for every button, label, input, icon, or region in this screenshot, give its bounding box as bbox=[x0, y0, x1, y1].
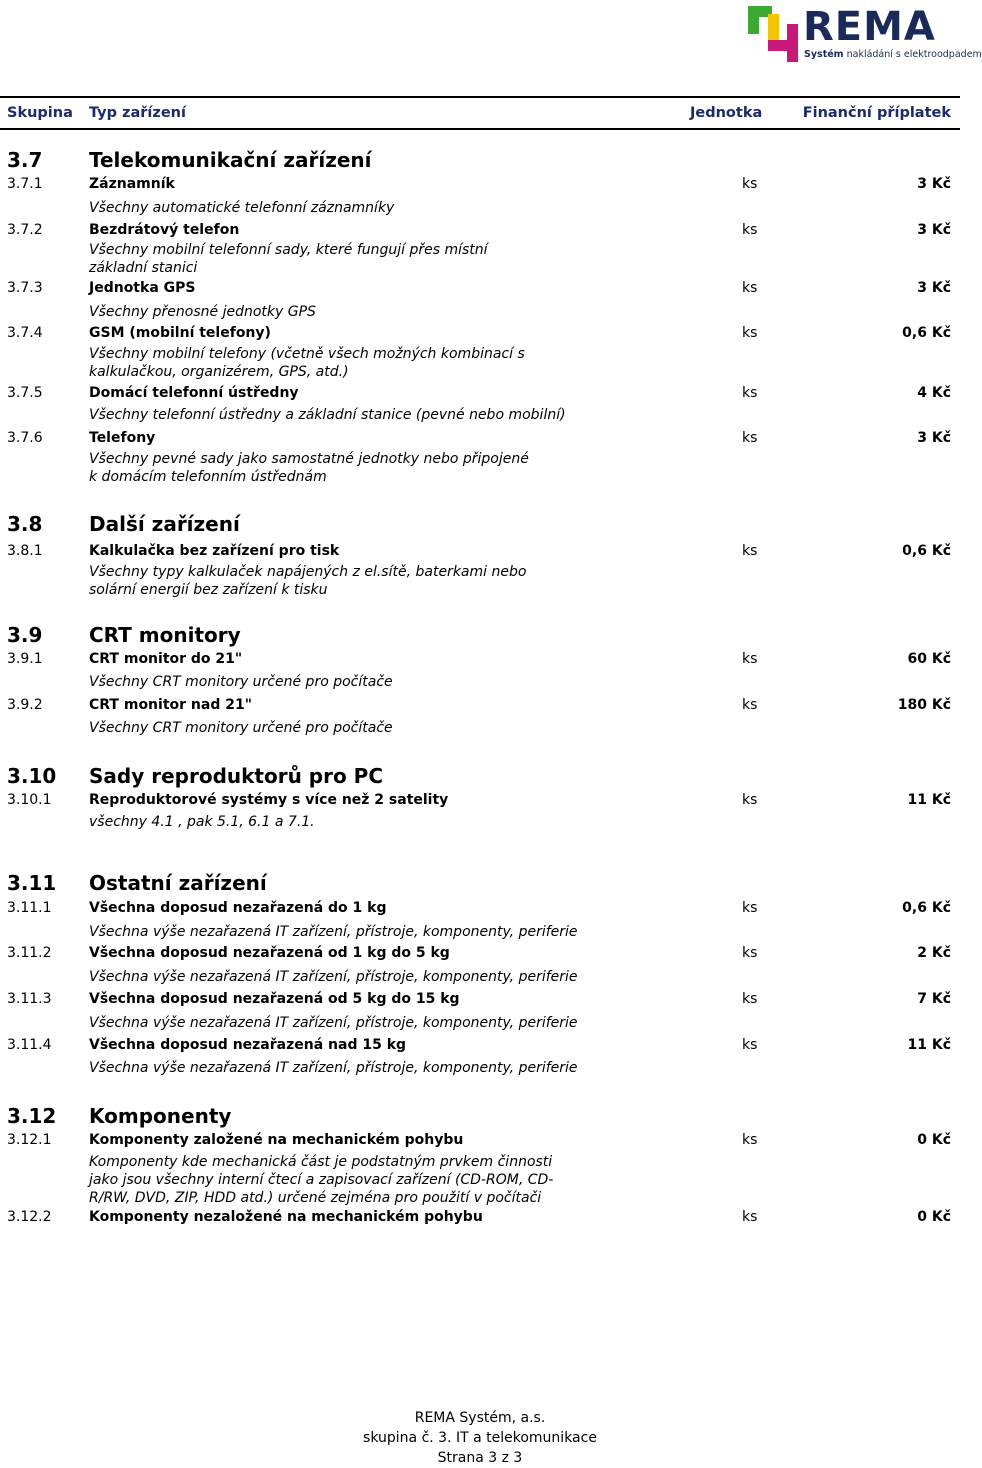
item-name: Všechna doposud nezařazená do 1 kg bbox=[89, 900, 387, 916]
item-description: Všechny typy kalkulaček napájených z el.sítě, baterkami nebo solární energií bez zařízení k tisku bbox=[89, 564, 527, 598]
item-price: 0,6 Kč bbox=[902, 325, 951, 341]
header-group: Skupina bbox=[7, 105, 73, 121]
item-unit: ks bbox=[742, 430, 758, 446]
item-description: Všechny mobilní telefony (včetně všech možných kombinací s kalkulačkou, organizérem, GPS, atd.) bbox=[89, 346, 525, 380]
section-title: Komponenty bbox=[89, 1104, 232, 1128]
item-unit: ks bbox=[742, 176, 758, 192]
item-price: 3 Kč bbox=[917, 430, 951, 446]
item-price: 0,6 Kč bbox=[902, 900, 951, 916]
item-description: Všechny přenosné jednotky GPS bbox=[89, 304, 316, 320]
item-code: 3.11.2 bbox=[7, 945, 52, 961]
item-code: 3.7.5 bbox=[7, 385, 43, 401]
item-code: 3.11.1 bbox=[7, 900, 52, 916]
header-device-type: Typ zařízení bbox=[89, 105, 186, 121]
item-description: Všechna výše nezařazená IT zařízení, přístroje, komponenty, periferie bbox=[89, 969, 578, 985]
item-name: CRT monitor do 21" bbox=[89, 651, 243, 667]
item-price: 2 Kč bbox=[917, 945, 951, 961]
item-description: Všechna výše nezařazená IT zařízení, přístroje, komponenty, periferie bbox=[89, 1015, 578, 1031]
item-name: Reproduktorové systémy s více než 2 satelity bbox=[89, 792, 449, 808]
item-name: Bezdrátový telefon bbox=[89, 222, 240, 238]
item-description: Všechny mobilní telefonní sady, které fungují přes místní základní stanici bbox=[89, 242, 488, 276]
item-name: Všechna doposud nezařazená nad 15 kg bbox=[89, 1037, 407, 1053]
item-unit: ks bbox=[742, 385, 758, 401]
page-footer bbox=[0, 1408, 960, 1468]
item-name: Domácí telefonní ústředny bbox=[89, 385, 299, 401]
item-unit: ks bbox=[742, 945, 758, 961]
item-code: 3.9.2 bbox=[7, 697, 43, 713]
section-code: 3.10 bbox=[7, 764, 57, 788]
section-title: Sady reproduktorů pro PC bbox=[89, 764, 384, 788]
item-code: 3.11.3 bbox=[7, 991, 52, 1007]
item-price: 3 Kč bbox=[917, 222, 951, 238]
footer-company: REMA Systém, a.s. bbox=[414, 1410, 546, 1426]
item-unit: ks bbox=[742, 900, 758, 916]
item-name: Všechna doposud nezařazená od 5 kg do 15 kg bbox=[89, 991, 460, 1007]
item-unit: ks bbox=[742, 991, 758, 1007]
item-description: Všechny pevné sady jako samostatné jednotky nebo připojené k domácím telefonním ústřednám bbox=[89, 451, 529, 485]
item-price: 180 Kč bbox=[897, 697, 951, 713]
item-unit: ks bbox=[742, 280, 758, 296]
item-description: Všechny automatické telefonní záznamníky bbox=[89, 200, 395, 216]
item-code: 3.7.3 bbox=[7, 280, 43, 296]
section-code: 3.12 bbox=[7, 1104, 57, 1128]
item-code: 3.10.1 bbox=[7, 792, 52, 808]
item-price: 7 Kč bbox=[917, 991, 951, 1007]
item-unit: ks bbox=[742, 543, 758, 559]
item-description: Všechna výše nezařazená IT zařízení, přístroje, komponenty, periferie bbox=[89, 1060, 578, 1076]
item-price: 60 Kč bbox=[907, 651, 951, 667]
brand-name: REMA bbox=[803, 4, 936, 50]
item-name: Záznamník bbox=[89, 176, 175, 192]
item-price: 0,6 Kč bbox=[902, 543, 951, 559]
item-code: 3.12.1 bbox=[7, 1132, 52, 1148]
section-code: 3.11 bbox=[7, 871, 57, 895]
item-unit: ks bbox=[742, 792, 758, 808]
item-price: 11 Kč bbox=[907, 1037, 951, 1053]
item-name: GSM (mobilní telefony) bbox=[89, 325, 271, 341]
section-code: 3.7 bbox=[7, 148, 43, 172]
item-price: 11 Kč bbox=[907, 792, 951, 808]
item-name: Všechna doposud nezařazená od 1 kg do 5 kg bbox=[89, 945, 450, 961]
item-description: Všechna výše nezařazená IT zařízení, přístroje, komponenty, periferie bbox=[89, 924, 578, 940]
brand-tagline: Systém nakládání s elektroodpadem bbox=[804, 49, 982, 60]
item-name: Jednotka GPS bbox=[89, 280, 196, 296]
item-name: Komponenty založené na mechanickém pohybu bbox=[89, 1132, 464, 1148]
item-code: 3.8.1 bbox=[7, 543, 43, 559]
page-number: Strana 3 z 3 bbox=[437, 1450, 523, 1466]
item-code: 3.7.4 bbox=[7, 325, 43, 341]
item-description: všechny 4.1 , pak 5.1, 6.1 a 7.1. bbox=[89, 814, 315, 830]
item-code: 3.7.1 bbox=[7, 176, 43, 192]
section-code: 3.8 bbox=[7, 512, 43, 536]
item-price: 3 Kč bbox=[917, 176, 951, 192]
item-price: 0 Kč bbox=[917, 1209, 951, 1225]
item-unit: ks bbox=[742, 1209, 758, 1225]
section-code: 3.9 bbox=[7, 623, 43, 647]
item-code: 3.7.6 bbox=[7, 430, 43, 446]
section-title: Další zařízení bbox=[89, 512, 240, 536]
item-price: 0 Kč bbox=[917, 1132, 951, 1148]
rema-logo-mark bbox=[748, 6, 800, 62]
item-price: 4 Kč bbox=[917, 385, 951, 401]
section-title: CRT monitory bbox=[89, 623, 241, 647]
table-header bbox=[0, 96, 960, 130]
header-fee: Finanční příplatek bbox=[802, 105, 951, 121]
item-unit: ks bbox=[742, 325, 758, 341]
item-unit: ks bbox=[742, 697, 758, 713]
item-code: 3.12.2 bbox=[7, 1209, 52, 1225]
item-description: Všechny CRT monitory určené pro počítače bbox=[89, 674, 393, 690]
item-name: Komponenty nezaložené na mechanickém pohybu bbox=[89, 1209, 483, 1225]
item-code: 3.11.4 bbox=[7, 1037, 52, 1053]
rema-logo bbox=[748, 4, 982, 64]
header-unit: Jednotka bbox=[690, 105, 763, 121]
item-unit: ks bbox=[742, 1037, 758, 1053]
item-price: 3 Kč bbox=[917, 280, 951, 296]
footer-group: skupina č. 3. IT a telekomunikace bbox=[363, 1430, 597, 1446]
item-description: Všechny telefonní ústředny a základní stanice (pevné nebo mobilní) bbox=[89, 407, 566, 423]
item-name: Telefony bbox=[89, 430, 156, 446]
section-title: Telekomunikační zařízení bbox=[89, 148, 372, 172]
item-name: CRT monitor nad 21" bbox=[89, 697, 252, 713]
item-description: Komponenty kde mechanická část je podstatným prvkem činnosti jako jsou všechny interní čtecí a zapisovací zařízení (CD-ROM, CD-R/RW, DVD, ZIP, HDD atd.) určené zejména pro použití v počítači bbox=[89, 1154, 554, 1206]
item-code: 3.9.1 bbox=[7, 651, 43, 667]
item-unit: ks bbox=[742, 222, 758, 238]
item-name: Kalkulačka bez zařízení pro tisk bbox=[89, 543, 340, 559]
item-unit: ks bbox=[742, 1132, 758, 1148]
item-unit: ks bbox=[742, 651, 758, 667]
item-description: Všechny CRT monitory určené pro počítače bbox=[89, 720, 393, 736]
item-code: 3.7.2 bbox=[7, 222, 43, 238]
section-title: Ostatní zařízení bbox=[89, 871, 267, 895]
